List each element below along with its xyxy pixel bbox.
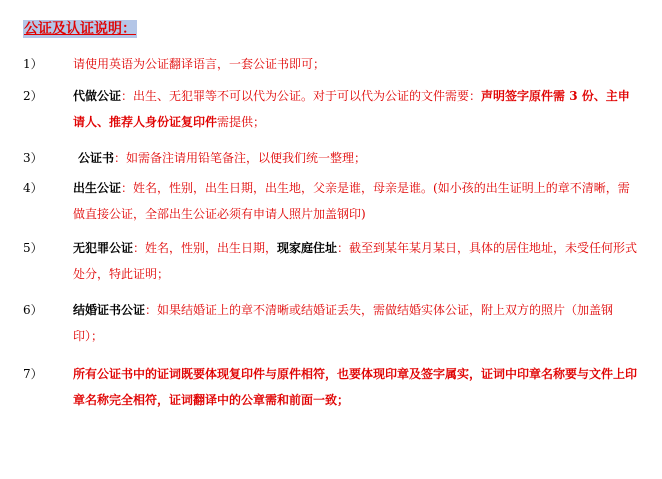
item-number: 5） [23, 241, 43, 255]
item-text [73, 51, 639, 77]
item-body: ：姓名，性别，出生日期， [133, 241, 278, 255]
item-lead: 所有公证书中的证词既要体现复印件与原件相符，也要体现印章及签字属实，证词中印章名称要与文件上印章名称完全相符，证词翻译中的公章需和前面一致； [73, 367, 638, 407]
item-text [73, 361, 639, 413]
item-lead: 出生公证 [73, 181, 122, 195]
item-lead: 结婚证书公证 [73, 303, 146, 317]
item-text [73, 83, 639, 135]
item-text [78, 145, 644, 171]
item-lead: 无犯罪公证 [73, 241, 134, 255]
item-lead: 公证书 [78, 151, 115, 165]
item-number: 7） [23, 367, 43, 381]
item-emphasis: 现家庭住址 [277, 241, 338, 255]
item-body: ：出生、无犯罪等不可以代为公证。对于可以代为公证的文件需要： [121, 89, 482, 103]
item-lead: 代做公证 [73, 89, 122, 103]
item-text [73, 297, 639, 349]
item-body: 请使用英语为公证翻译语言，一套公证书即可； [73, 57, 326, 71]
item-number: 4） [23, 181, 43, 195]
item-number: 2） [23, 89, 43, 103]
item-body-end: ：截至到某年某月某日，具体的居住地址，未受任何形式处分，特此证明； [73, 241, 638, 281]
item-text [73, 235, 639, 287]
item-number: 1） [23, 57, 43, 71]
item-text [73, 175, 639, 227]
item-body: ：如需备注请用铅笔备注，以便我们统一整理； [114, 151, 367, 165]
document-title: 公证及认证说明： [24, 21, 136, 37]
item-number: 3） [23, 151, 43, 165]
item-emphasis: 声明签字原件需 3 份、主申请人、推荐人身份证复印件 [73, 89, 630, 129]
item-body: ：如果结婚证上的章不清晰或结婚证丢失，需做结婚实体公证，附上双方的照片（加盖钢印）； [73, 303, 614, 343]
item-body: ：姓名，性别，出生日期，出生地，父亲是谁，母亲是谁。(如小孩的出生证明上的章不清晰，需做直接公证，全部出生公证必须有申请人照片加盖钢印) [73, 181, 630, 221]
item-body-end: 需提供； [217, 115, 266, 129]
item-number: 6） [23, 303, 43, 317]
